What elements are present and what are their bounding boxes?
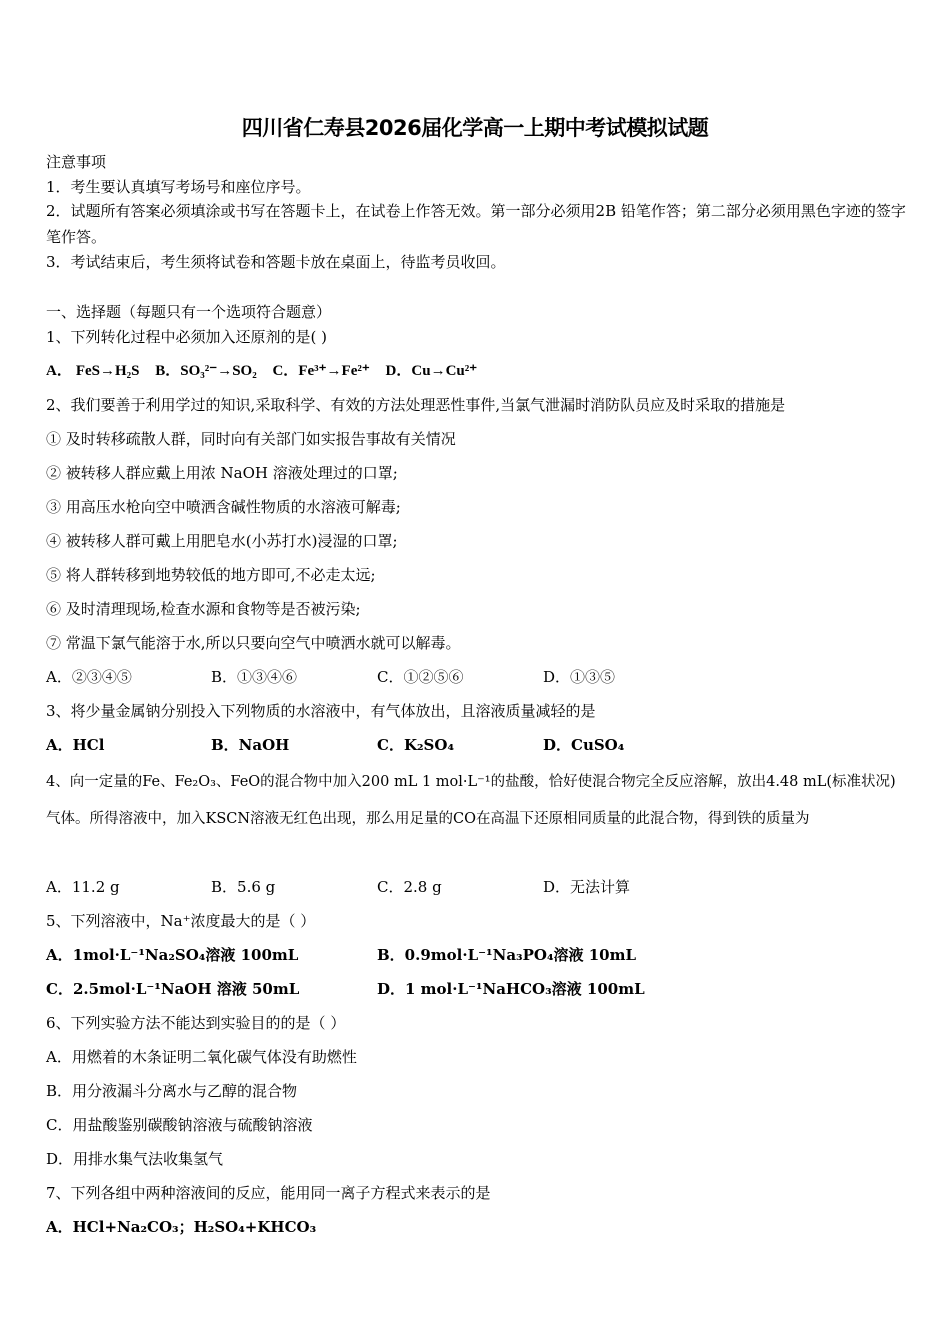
q3-stem: 3、将少量金属钠分别投入下列物质的水溶液中，有气体放出，且溶液质量减轻的是 (46, 702, 596, 720)
notice-item-2: 2．试题所有答案必须填涂或书写在答题卡上，在试卷上作答无效。第一部分必须用2B 铅笔作答；第二部分必须用黑色字迹的签字笔作答。 (46, 202, 906, 246)
q1-option-b: SO₃²⁻→SO₂ (180, 363, 257, 379)
q3-option-b: B．NaOH (211, 736, 290, 754)
q4-option-c: C．2.8 g (377, 878, 442, 896)
page-title: 四川省仁寿县2026届化学高一上期中考试模拟试题 (241, 116, 709, 140)
q1-stem: 1、下列转化过程中必须加入还原剂的是( ) (46, 328, 328, 346)
q4-stem: 4、向一定量的Fe、Fe₂O₃、FeO的混合物中加入200 mL 1 mol·L⁻¹的盐酸，恰好使混合物完全反应溶解，放出4.48 mL(标准状况)气体。所得溶液中，加入KSCN溶液无红色出现，那么用足量的CO在高温下还原相同质量的此混合物，得到铁的质量为 (46, 774, 896, 827)
section-heading: 一、选择题（每题只有一个选项符合题意） (46, 303, 332, 321)
q7-option-a: A．HCl+Na₂CO₃；H₂SO₄+KHCO₃ (46, 1218, 317, 1236)
q1-option-b-label: B． (155, 363, 181, 379)
q6-option-b: B．用分液漏斗分离水与乙醇的混合物 (46, 1082, 298, 1100)
q2-item-4: ④ 被转移人群可戴上用肥皂水(小苏打水)浸湿的口罩; (46, 532, 398, 550)
q6-option-d: D．用排水集气法收集氢气 (46, 1150, 224, 1168)
q2-item-2: ② 被转移人群应戴上用浓 NaOH 溶液处理过的口罩; (46, 464, 398, 482)
notice-item-1: 1．考生要认真填写考场号和座位序号。 (46, 178, 311, 196)
q5-stem: 5、下列溶液中，Na⁺浓度最大的是（ ） (46, 912, 316, 930)
q6-option-c: C．用盐酸鉴别碳酸钠溶液与硫酸钠溶液 (46, 1116, 313, 1134)
q5-option-d: D．1 mol·L⁻¹NaHCO₃溶液 100mL (377, 980, 645, 998)
q2-stem: 2、我们要善于利用学过的知识,采取科学、有效的方法处理恶性事件,当氯气泄漏时消防队员应及时采取的措施是 (46, 396, 786, 414)
q5-option-b: B．0.9mol·L⁻¹Na₃PO₄溶液 10mL (377, 946, 637, 964)
q1-option-a-label: A． (46, 363, 72, 379)
q3-option-c: C．K₂SO₄ (377, 736, 455, 754)
q7-stem: 7、下列各组中两种溶液间的反应，能用同一离子方程式来表示的是 (46, 1184, 491, 1202)
q2-item-6: ⑥ 及时清理现场,检查水源和食物等是否被污染; (46, 600, 361, 618)
notice-item-3: 3．考试结束后，考生须将试卷和答题卡放在桌面上，待监考员收回。 (46, 253, 506, 271)
q2-item-3: ③ 用高压水枪向空中喷洒含碱性物质的水溶液可解毒; (46, 498, 401, 516)
q4-option-b: B．5.6 g (211, 878, 276, 896)
q2-option-b: B．①③④⑥ (211, 668, 298, 686)
q3-option-d: D．CuSO₄ (543, 736, 625, 754)
q2-item-5: ⑤ 将人群转移到地势较低的地方即可,不必走太远; (46, 566, 376, 584)
q2-option-d: D．①③⑤ (543, 668, 616, 686)
q3-option-a: A．HCl (46, 736, 105, 754)
q6-stem: 6、下列实验方法不能达到实验目的的是（ ） (46, 1014, 346, 1032)
q1-option-c: Fe³⁺→Fe²⁺ (298, 363, 370, 379)
q2-item-1: ① 及时转移疏散人群，同时向有关部门如实报告事故有关情况 (46, 430, 456, 448)
q5-option-c: C．2.5mol·L⁻¹NaOH 溶液 50mL (46, 980, 300, 998)
q1-option-d: Cu→Cu²⁺ (411, 363, 478, 379)
q1-option-d-label: D． (385, 363, 412, 379)
q1-option-c-label: C． (272, 363, 299, 379)
q2-item-7: ⑦ 常温下氯气能溶于水,所以只要向空气中喷洒水就可以解毒。 (46, 634, 461, 652)
q6-option-a: A．用燃着的木条证明二氧化碳气体没有助燃性 (46, 1048, 357, 1066)
q1-options (46, 361, 477, 381)
notice-heading: 注意事项 (46, 153, 107, 171)
q5-option-a: A．1mol·L⁻¹Na₂SO₄溶液 100mL (46, 946, 299, 964)
q4-option-d: D．无法计算 (543, 878, 631, 896)
q1-option-a: FeS→H₂S (75, 363, 140, 379)
q2-option-c: C．①②⑤⑥ (377, 668, 464, 686)
q4-option-a: A．11.2 g (46, 878, 120, 896)
q2-option-a: A．②③④⑤ (46, 668, 132, 686)
